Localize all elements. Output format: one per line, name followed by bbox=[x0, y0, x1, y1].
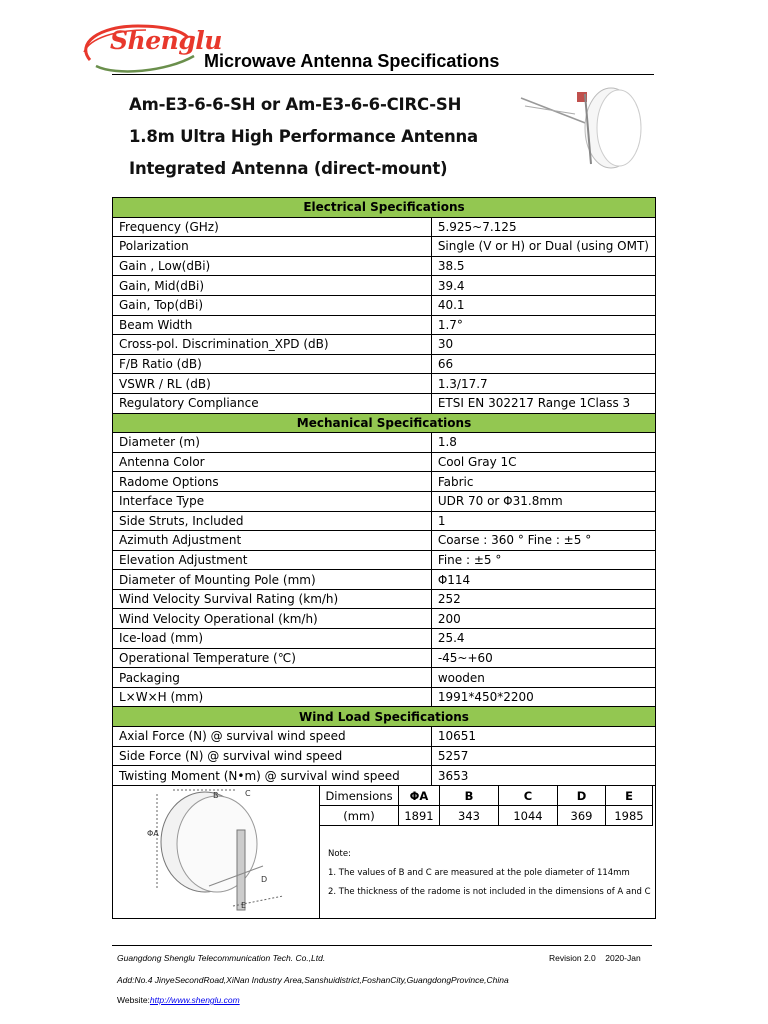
dimension-label-a: ΦA bbox=[147, 829, 159, 838]
table-row bbox=[113, 452, 656, 472]
spec-value: Coarse : 360 ° Fine : ±5 ° bbox=[431, 531, 655, 551]
spec-value: 5.925~7.125 bbox=[431, 217, 655, 237]
spec-label: Operational Temperature (℃) bbox=[113, 648, 432, 668]
spec-label: Radome Options bbox=[113, 472, 432, 492]
dimensions-label: Dimensions bbox=[320, 786, 399, 806]
table-row bbox=[113, 550, 656, 570]
section-header-electrical: Electrical Specifications bbox=[113, 198, 656, 218]
table-row bbox=[113, 354, 656, 374]
spec-label: Azimuth Adjustment bbox=[113, 531, 432, 551]
note-item: 1. The values of B and C are measured at the pole diameter of 114mm bbox=[328, 868, 630, 878]
spec-label: Frequency (GHz) bbox=[113, 217, 432, 237]
table-row bbox=[113, 256, 656, 276]
table-row bbox=[113, 531, 656, 551]
spec-value: 1991*450*2200 bbox=[431, 687, 655, 707]
spec-value: wooden bbox=[431, 668, 655, 688]
dimension-label-c: C bbox=[245, 789, 251, 798]
dimension-drawing bbox=[113, 786, 318, 918]
table-row bbox=[320, 786, 653, 806]
spec-label: Gain, Mid(dBi) bbox=[113, 276, 432, 296]
spec-label: Diameter (m) bbox=[113, 433, 432, 453]
dimension-value: 343 bbox=[440, 806, 499, 826]
spec-value: 1 bbox=[431, 511, 655, 531]
spec-label: Interface Type bbox=[113, 491, 432, 511]
section-header-mechanical: Mechanical Specifications bbox=[113, 413, 656, 433]
table-row bbox=[113, 629, 656, 649]
table-row bbox=[113, 746, 656, 766]
table-row bbox=[113, 727, 656, 747]
spec-value: 66 bbox=[431, 354, 655, 374]
table-row bbox=[113, 609, 656, 629]
section-header-wind: Wind Load Specifications bbox=[113, 707, 656, 727]
footer-revision bbox=[549, 953, 641, 963]
table-row bbox=[113, 687, 656, 707]
table-row bbox=[113, 295, 656, 315]
spec-label: Elevation Adjustment bbox=[113, 550, 432, 570]
table-row bbox=[113, 766, 656, 786]
notes-title: Note: bbox=[328, 849, 351, 859]
spec-label: Diameter of Mounting Pole (mm) bbox=[113, 570, 432, 590]
spec-label: Wind Velocity Survival Rating (km/h) bbox=[113, 589, 432, 609]
table-row bbox=[320, 806, 653, 826]
spec-table bbox=[112, 197, 656, 786]
spec-value: Single (V or H) or Dual (using OMT) bbox=[431, 237, 655, 257]
dimension-header: B bbox=[440, 786, 499, 806]
website-label: Website: bbox=[117, 995, 150, 1005]
dimension-header: ΦA bbox=[399, 786, 440, 806]
footer-website bbox=[117, 995, 240, 1005]
dimension-label-d: D bbox=[261, 875, 268, 884]
spec-value: 200 bbox=[431, 609, 655, 629]
spec-value: UDR 70 or Φ31.8mm bbox=[431, 491, 655, 511]
dimension-label-b: B bbox=[213, 791, 219, 800]
table-row bbox=[113, 472, 656, 492]
dimension-header: E bbox=[606, 786, 653, 806]
spec-label: Wind Velocity Operational (km/h) bbox=[113, 609, 432, 629]
table-row bbox=[113, 217, 656, 237]
dimension-value: 1044 bbox=[499, 806, 558, 826]
dimensions-unit: (mm) bbox=[320, 806, 399, 826]
dimensions-table bbox=[319, 785, 653, 826]
dimension-label-e: E bbox=[241, 901, 247, 910]
spec-value: 38.5 bbox=[431, 256, 655, 276]
spec-label: VSWR / RL (dB) bbox=[113, 374, 432, 394]
footer-address: Add:No.4 JinyeSecondRoad,XiNan Industry Area,Sanshuidistrict,FoshanCity,GuangdongProvince,China bbox=[117, 975, 509, 985]
spec-value: 39.4 bbox=[431, 276, 655, 296]
spec-label: Axial Force (N) @ survival wind speed bbox=[113, 727, 432, 747]
spec-value: 10651 bbox=[431, 727, 655, 747]
table-row bbox=[113, 433, 656, 453]
table-row bbox=[113, 335, 656, 355]
spec-value: 3653 bbox=[431, 766, 655, 786]
spec-label: Regulatory Compliance bbox=[113, 393, 432, 413]
spec-value: 25.4 bbox=[431, 629, 655, 649]
spec-value: Cool Gray 1C bbox=[431, 452, 655, 472]
spec-label: Cross-pol. Discrimination_XPD (dB) bbox=[113, 335, 432, 355]
dimension-value: 1891 bbox=[399, 806, 440, 826]
revision-date: 2020-Jan bbox=[605, 953, 641, 963]
spec-label: Packaging bbox=[113, 668, 432, 688]
spec-label: Side Force (N) @ survival wind speed bbox=[113, 746, 432, 766]
spec-label: Gain, Top(dBi) bbox=[113, 295, 432, 315]
note-item: 2. The thickness of the radome is not included in the dimensions of A and C bbox=[328, 887, 651, 897]
product-name: 1.8m Ultra High Performance Antenna bbox=[129, 127, 478, 146]
spec-value: -45~+60 bbox=[431, 648, 655, 668]
table-row bbox=[113, 374, 656, 394]
spec-value: 252 bbox=[431, 589, 655, 609]
spec-label: Beam Width bbox=[113, 315, 432, 335]
website-link[interactable]: http://www.shenglu.com bbox=[149, 995, 240, 1005]
table-row bbox=[113, 276, 656, 296]
spec-value: Φ114 bbox=[431, 570, 655, 590]
table-row bbox=[113, 668, 656, 688]
dimension-header: D bbox=[558, 786, 606, 806]
spec-label: Twisting Moment (N•m) @ survival wind speed bbox=[113, 766, 432, 786]
spec-label: Antenna Color bbox=[113, 452, 432, 472]
footer-divider bbox=[112, 945, 652, 946]
product-type: Integrated Antenna (direct-mount) bbox=[129, 159, 448, 178]
header-divider bbox=[112, 74, 654, 75]
spec-value: 5257 bbox=[431, 746, 655, 766]
table-row bbox=[113, 491, 656, 511]
table-row bbox=[113, 589, 656, 609]
dimension-header: C bbox=[499, 786, 558, 806]
spec-label: Gain , Low(dBi) bbox=[113, 256, 432, 276]
revision-text: Revision 2.0 bbox=[549, 953, 596, 963]
spec-label: L×W×H (mm) bbox=[113, 687, 432, 707]
model-number: Am-E3-6-6-SH or Am-E3-6-6-CIRC-SH bbox=[129, 95, 462, 114]
logo-wordmark: Shenglu bbox=[110, 26, 222, 55]
table-row bbox=[113, 393, 656, 413]
spec-label: F/B Ratio (dB) bbox=[113, 354, 432, 374]
spec-value: Fabric bbox=[431, 472, 655, 492]
table-row bbox=[113, 511, 656, 531]
dimension-notes bbox=[328, 845, 651, 902]
spec-value: ETSI EN 302217 Range 1Class 3 bbox=[431, 393, 655, 413]
footer-company: Guangdong Shenglu Telecommunication Tech. Co.,Ltd. bbox=[117, 953, 326, 963]
spec-label: Ice-load (mm) bbox=[113, 629, 432, 649]
antenna-product-image bbox=[515, 84, 645, 174]
dimension-value: 369 bbox=[558, 806, 606, 826]
spec-value: 1.3/17.7 bbox=[431, 374, 655, 394]
table-row bbox=[113, 648, 656, 668]
dimension-value: 1985 bbox=[606, 806, 653, 826]
table-row bbox=[113, 315, 656, 335]
spec-value: 30 bbox=[431, 335, 655, 355]
spec-label: Side Struts, Included bbox=[113, 511, 432, 531]
table-row bbox=[113, 570, 656, 590]
spec-value: 1.8 bbox=[431, 433, 655, 453]
spec-value: 40.1 bbox=[431, 295, 655, 315]
document-title: Microwave Antenna Specifications bbox=[204, 51, 500, 71]
spec-value: Fine : ±5 ° bbox=[431, 550, 655, 570]
spec-label: Polarization bbox=[113, 237, 432, 257]
table-row bbox=[113, 237, 656, 257]
spec-value: 1.7° bbox=[431, 315, 655, 335]
